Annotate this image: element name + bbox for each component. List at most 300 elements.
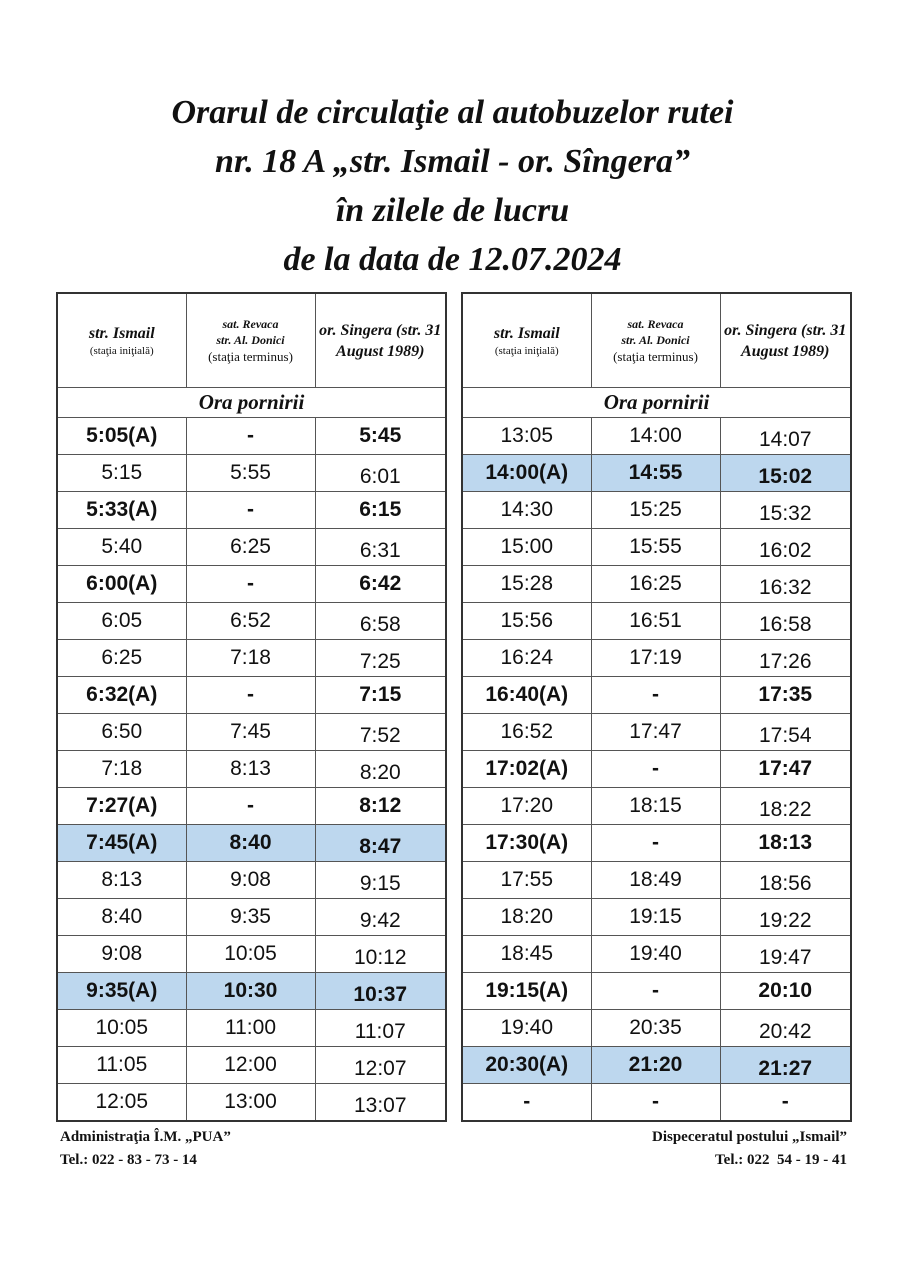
cell-singera (720, 899, 851, 936)
table-row (57, 492, 446, 529)
cell-ismail (57, 492, 186, 529)
cell-revaca (186, 677, 315, 714)
section-label: Ora pornirii (57, 388, 446, 418)
cell-revaca (591, 1084, 720, 1122)
time-revaca: 10:30 (223, 979, 278, 1002)
cell-singera (315, 899, 446, 936)
cell-singera (720, 1047, 851, 1084)
departure-ismail: 5:05(A) (86, 424, 158, 447)
time-singera: 20:10 (758, 979, 813, 1002)
cell-singera (720, 825, 851, 862)
time-revaca: 20:35 (629, 1016, 682, 1039)
cell-ismail (57, 529, 186, 566)
cell-ismail (462, 788, 591, 825)
header-col2-sub: (staţia terminus) (208, 349, 293, 364)
time-revaca: 8:40 (229, 831, 272, 854)
cell-singera (720, 973, 851, 1010)
departure-ismail: 7:18 (101, 757, 143, 780)
time-revaca: 17:47 (629, 720, 682, 743)
cell-ismail (462, 751, 591, 788)
table-row (462, 677, 851, 714)
cell-singera (315, 788, 446, 825)
table-row (57, 1047, 446, 1084)
table-row (57, 973, 446, 1010)
header-col2-line2: str. Al. Donici (216, 333, 285, 347)
departure-ismail: 19:40 (500, 1016, 554, 1039)
cell-singera (315, 418, 446, 455)
schedule-table-right (461, 292, 852, 1122)
cell-revaca (591, 492, 720, 529)
time-singera: 9:15 (359, 871, 401, 895)
header-col1-name: str. Ismail (88, 324, 155, 342)
cell-revaca (186, 936, 315, 973)
time-revaca: 9:35 (230, 905, 271, 928)
cell-ismail (57, 899, 186, 936)
cell-revaca (591, 677, 720, 714)
time-singera: 19:47 (758, 945, 812, 969)
cell-revaca (591, 640, 720, 677)
cell-revaca (186, 899, 315, 936)
cell-revaca (186, 529, 315, 566)
time-revaca: 16:25 (629, 572, 682, 595)
cell-ismail (57, 788, 186, 825)
cell-singera (720, 529, 851, 566)
cell-singera (720, 603, 851, 640)
title-line-2: nr. 18 A „str. Ismail - or. Sîngera” (215, 143, 690, 180)
time-singera: 16:02 (758, 538, 812, 562)
table-row (57, 566, 446, 603)
cell-revaca (186, 973, 315, 1010)
time-singera: 14:07 (758, 427, 812, 451)
cell-ismail (57, 677, 186, 714)
table-row (57, 862, 446, 899)
time-revaca: 8:13 (230, 757, 271, 780)
time-revaca: - (247, 498, 254, 521)
time-singera: 6:42 (359, 572, 402, 595)
table-row (462, 1084, 851, 1122)
time-revaca: - (652, 979, 659, 1002)
table-row (57, 714, 446, 751)
table-row (462, 640, 851, 677)
cell-singera (315, 529, 446, 566)
cell-ismail (462, 455, 591, 492)
cell-ismail (462, 677, 591, 714)
time-singera: 17:26 (758, 649, 812, 673)
cell-singera (315, 492, 446, 529)
cell-ismail (57, 936, 186, 973)
table-row (462, 492, 851, 529)
cell-revaca (186, 714, 315, 751)
time-revaca: - (652, 831, 659, 854)
cell-revaca (591, 936, 720, 973)
schedule-table-left (56, 292, 447, 1122)
time-singera: 8:12 (359, 794, 402, 817)
departure-ismail: 11:05 (96, 1053, 148, 1076)
cell-revaca (591, 973, 720, 1010)
time-revaca: - (652, 757, 659, 780)
time-singera: 18:22 (758, 797, 812, 821)
cell-revaca (186, 455, 315, 492)
title-line-4: de la data de 12.07.2024 (283, 241, 622, 278)
table-row (462, 862, 851, 899)
time-revaca: 19:40 (629, 942, 682, 965)
time-revaca: 18:15 (629, 794, 682, 817)
time-revaca: 15:25 (629, 498, 682, 521)
footer-administration (60, 1126, 231, 1172)
table-row (57, 603, 446, 640)
footer-admin-phone: Tel.: 022 - 83 - 73 - 14 (60, 1152, 197, 1168)
time-singera: 19:22 (758, 908, 812, 932)
time-singera: 16:32 (758, 575, 812, 599)
cell-ismail (57, 714, 186, 751)
time-singera: 10:37 (353, 982, 408, 1006)
cell-ismail (462, 899, 591, 936)
departure-ismail: 14:30 (500, 498, 554, 521)
time-singera: 5:45 (359, 424, 402, 447)
cell-singera (315, 973, 446, 1010)
time-revaca: - (652, 683, 659, 706)
table-row (462, 1047, 851, 1084)
cell-revaca (186, 603, 315, 640)
header-col3-name: or. Singera (str. 31 August 1989) (724, 321, 847, 360)
cell-ismail (462, 529, 591, 566)
departure-ismail: 6:50 (101, 720, 143, 743)
cell-singera (315, 677, 446, 714)
time-revaca: 11:00 (225, 1016, 276, 1039)
table-row (57, 1010, 446, 1047)
cell-ismail (57, 603, 186, 640)
section-row (462, 388, 851, 418)
cell-singera (315, 714, 446, 751)
departure-ismail: 17:02(A) (485, 757, 569, 780)
time-singera: 7:25 (359, 649, 401, 673)
cell-ismail (462, 1047, 591, 1084)
cell-ismail (57, 640, 186, 677)
cell-singera (720, 1010, 851, 1047)
time-singera: 8:47 (359, 834, 402, 858)
cell-revaca (186, 751, 315, 788)
document-title (0, 88, 905, 284)
cell-revaca (186, 1047, 315, 1084)
time-revaca: 7:18 (230, 646, 271, 669)
cell-ismail (57, 862, 186, 899)
cell-ismail (57, 455, 186, 492)
departure-ismail: 19:15(A) (485, 979, 569, 1002)
header-col2-sub: (staţia terminus) (613, 349, 698, 364)
header-col-ismail (57, 293, 186, 388)
cell-ismail (57, 1047, 186, 1084)
table-row (462, 751, 851, 788)
departure-ismail: 8:40 (101, 905, 143, 928)
time-singera: 6:31 (359, 538, 401, 562)
departure-ismail: 5:33(A) (86, 498, 158, 521)
cell-singera (315, 1084, 446, 1122)
cell-revaca (591, 603, 720, 640)
footer-dispatch-phone: Tel.: 022 54 - 19 - 41 (715, 1152, 847, 1168)
cell-singera (720, 1084, 851, 1122)
table-row (462, 566, 851, 603)
title-line-1: Orarul de circulaţie al autobuzelor rutei (171, 94, 734, 131)
departure-ismail: 5:15 (101, 461, 143, 484)
cell-singera (315, 1010, 446, 1047)
section-label: Ora pornirii (462, 388, 851, 418)
table-row (57, 677, 446, 714)
cell-revaca (186, 1010, 315, 1047)
footer-admin-name: Administraţia Î.M. „PUA” (60, 1129, 231, 1145)
time-revaca: - (247, 683, 254, 706)
table-row (462, 603, 851, 640)
table-row (462, 1010, 851, 1047)
cell-revaca (591, 714, 720, 751)
header-col1-name: str. Ismail (493, 324, 560, 342)
time-revaca: - (247, 424, 254, 447)
cell-revaca (591, 899, 720, 936)
time-singera: 6:58 (359, 612, 401, 636)
time-revaca: 9:08 (230, 868, 271, 891)
departure-ismail: 10:05 (95, 1016, 149, 1039)
departure-ismail: 13:05 (500, 424, 554, 447)
time-singera: 12:07 (353, 1056, 407, 1080)
time-revaca: - (652, 1090, 659, 1113)
table-row (462, 529, 851, 566)
header-col-revaca (186, 293, 315, 388)
table-row (462, 936, 851, 973)
time-revaca: 13:00 (224, 1090, 277, 1113)
departure-ismail: 12:05 (95, 1090, 149, 1113)
departure-ismail: 8:13 (101, 868, 143, 891)
cell-singera (720, 640, 851, 677)
footer-dispatch (652, 1126, 847, 1172)
time-singera: 18:13 (758, 831, 813, 854)
cell-singera (315, 455, 446, 492)
cell-ismail (57, 973, 186, 1010)
cell-singera (720, 455, 851, 492)
cell-revaca (186, 640, 315, 677)
header-col2-line1: sat. Revaca (627, 317, 684, 331)
table-row (57, 418, 446, 455)
section-row (57, 388, 446, 418)
table-row (57, 455, 446, 492)
cell-singera (315, 640, 446, 677)
time-singera: 20:42 (758, 1019, 812, 1043)
header-col-ismail (462, 293, 591, 388)
header-row (57, 293, 446, 388)
departure-ismail: 15:00 (500, 535, 554, 558)
departure-ismail: 7:27(A) (86, 794, 158, 817)
departure-ismail: 6:05 (101, 609, 143, 632)
time-revaca: 19:15 (629, 905, 682, 928)
time-singera: 7:52 (359, 723, 401, 747)
departure-ismail: 6:00(A) (86, 572, 158, 595)
cell-singera (720, 936, 851, 973)
time-singera: 18:56 (758, 871, 812, 895)
header-col2-line1: sat. Revaca (222, 317, 279, 331)
cell-singera (720, 751, 851, 788)
departure-ismail: 15:28 (500, 572, 554, 595)
time-revaca: 5:55 (230, 461, 271, 484)
departure-ismail: 18:45 (500, 942, 554, 965)
cell-singera (720, 788, 851, 825)
cell-ismail (462, 603, 591, 640)
cell-ismail (57, 825, 186, 862)
cell-revaca (591, 418, 720, 455)
departure-ismail: 16:24 (500, 646, 554, 669)
table-row (462, 788, 851, 825)
time-revaca: 14:55 (628, 461, 683, 484)
cell-singera (720, 862, 851, 899)
cell-singera (315, 566, 446, 603)
cell-singera (720, 566, 851, 603)
departure-ismail: 9:35(A) (86, 979, 158, 1002)
time-revaca: - (247, 794, 254, 817)
table-row (57, 825, 446, 862)
table-row (57, 1084, 446, 1122)
cell-singera (720, 492, 851, 529)
cell-ismail (57, 1084, 186, 1122)
departure-ismail: 9:08 (101, 942, 143, 965)
time-revaca: 17:19 (629, 646, 682, 669)
cell-revaca (186, 1084, 315, 1122)
header-col3-name: or. Singera (str. 31 August 1989) (319, 321, 442, 360)
title-line-3: în zilele de lucru (335, 192, 570, 229)
cell-ismail (462, 418, 591, 455)
cell-ismail (57, 566, 186, 603)
departure-ismail: 16:40(A) (485, 683, 569, 706)
header-row (462, 293, 851, 388)
cell-singera (720, 418, 851, 455)
time-revaca: 7:45 (230, 720, 271, 743)
time-singera: 6:15 (359, 498, 402, 521)
table-row (57, 640, 446, 677)
cell-revaca (186, 862, 315, 899)
footer-dispatch-name: Dispeceratul postului „Ismail” (651, 1129, 847, 1145)
cell-ismail (57, 1010, 186, 1047)
departure-ismail: - (523, 1090, 531, 1113)
cell-ismail (462, 825, 591, 862)
cell-revaca (591, 751, 720, 788)
cell-singera (315, 751, 446, 788)
cell-singera (720, 677, 851, 714)
time-singera: 10:12 (353, 945, 407, 969)
departure-ismail: 18:20 (500, 905, 554, 928)
cell-ismail (462, 640, 591, 677)
cell-singera (315, 936, 446, 973)
cell-revaca (186, 788, 315, 825)
schedule-body-left (57, 293, 446, 1121)
cell-ismail (462, 714, 591, 751)
table-row (462, 825, 851, 862)
time-revaca: 10:05 (224, 942, 277, 965)
time-revaca: 12:00 (224, 1053, 277, 1076)
departure-ismail: 17:20 (500, 794, 554, 817)
time-revaca: 6:25 (230, 535, 271, 558)
time-revaca: - (247, 572, 254, 595)
cell-singera (315, 825, 446, 862)
table-row (57, 788, 446, 825)
departure-ismail: 17:30(A) (485, 831, 569, 854)
cell-revaca (591, 788, 720, 825)
header-col1-sub: (staţia iniţială) (89, 344, 154, 357)
cell-revaca (186, 825, 315, 862)
cell-singera (315, 862, 446, 899)
time-singera: 15:32 (758, 501, 812, 525)
header-col2-line2: str. Al. Donici (621, 333, 690, 347)
cell-revaca (591, 862, 720, 899)
cell-revaca (186, 492, 315, 529)
table-row (57, 529, 446, 566)
time-singera: 15:02 (758, 464, 813, 488)
table-row (57, 751, 446, 788)
time-singera: 11:07 (354, 1019, 406, 1043)
time-revaca: 14:00 (629, 424, 682, 447)
header-col-revaca (591, 293, 720, 388)
table-row (462, 418, 851, 455)
header-col1-sub: (staţia iniţială) (494, 344, 559, 357)
cell-revaca (591, 529, 720, 566)
time-singera: - (781, 1090, 789, 1113)
cell-ismail (462, 492, 591, 529)
cell-ismail (462, 1010, 591, 1047)
cell-ismail (462, 566, 591, 603)
departure-ismail: 16:52 (500, 720, 554, 743)
time-singera: 17:35 (758, 683, 813, 706)
departure-ismail: 6:25 (101, 646, 143, 669)
time-singera: 9:42 (359, 908, 401, 932)
table-row (462, 973, 851, 1010)
cell-ismail (462, 936, 591, 973)
header-col-singera (315, 293, 446, 388)
cell-revaca (186, 566, 315, 603)
table-row (57, 899, 446, 936)
cell-ismail (57, 751, 186, 788)
schedule-body-right (462, 293, 851, 1121)
header-col-singera (720, 293, 851, 388)
table-row (57, 936, 446, 973)
time-singera: 13:07 (353, 1093, 407, 1117)
cell-revaca (591, 825, 720, 862)
departure-ismail: 6:32(A) (86, 683, 158, 706)
cell-ismail (462, 862, 591, 899)
time-singera: 17:47 (758, 757, 813, 780)
table-row (462, 899, 851, 936)
departure-ismail: 17:55 (500, 868, 554, 891)
table-row (462, 455, 851, 492)
departure-ismail: 5:40 (101, 535, 143, 558)
cell-ismail (462, 973, 591, 1010)
cell-singera (315, 603, 446, 640)
cell-singera (315, 1047, 446, 1084)
time-revaca: 15:55 (629, 535, 682, 558)
time-revaca: 6:52 (230, 609, 271, 632)
table-row (462, 714, 851, 751)
cell-singera (720, 714, 851, 751)
departure-ismail: 20:30(A) (485, 1053, 569, 1076)
time-revaca: 16:51 (629, 609, 682, 632)
cell-ismail (57, 418, 186, 455)
time-singera: 21:27 (758, 1056, 813, 1080)
departure-ismail: 15:56 (500, 609, 554, 632)
time-singera: 17:54 (758, 723, 812, 747)
departure-ismail: 14:00(A) (485, 461, 569, 484)
time-revaca: 21:20 (628, 1053, 683, 1076)
cell-ismail (462, 1084, 591, 1122)
time-revaca: 18:49 (629, 868, 682, 891)
cell-revaca (591, 1047, 720, 1084)
cell-revaca (591, 1010, 720, 1047)
cell-revaca (186, 418, 315, 455)
time-singera: 7:15 (359, 683, 402, 706)
time-singera: 6:01 (359, 464, 401, 488)
